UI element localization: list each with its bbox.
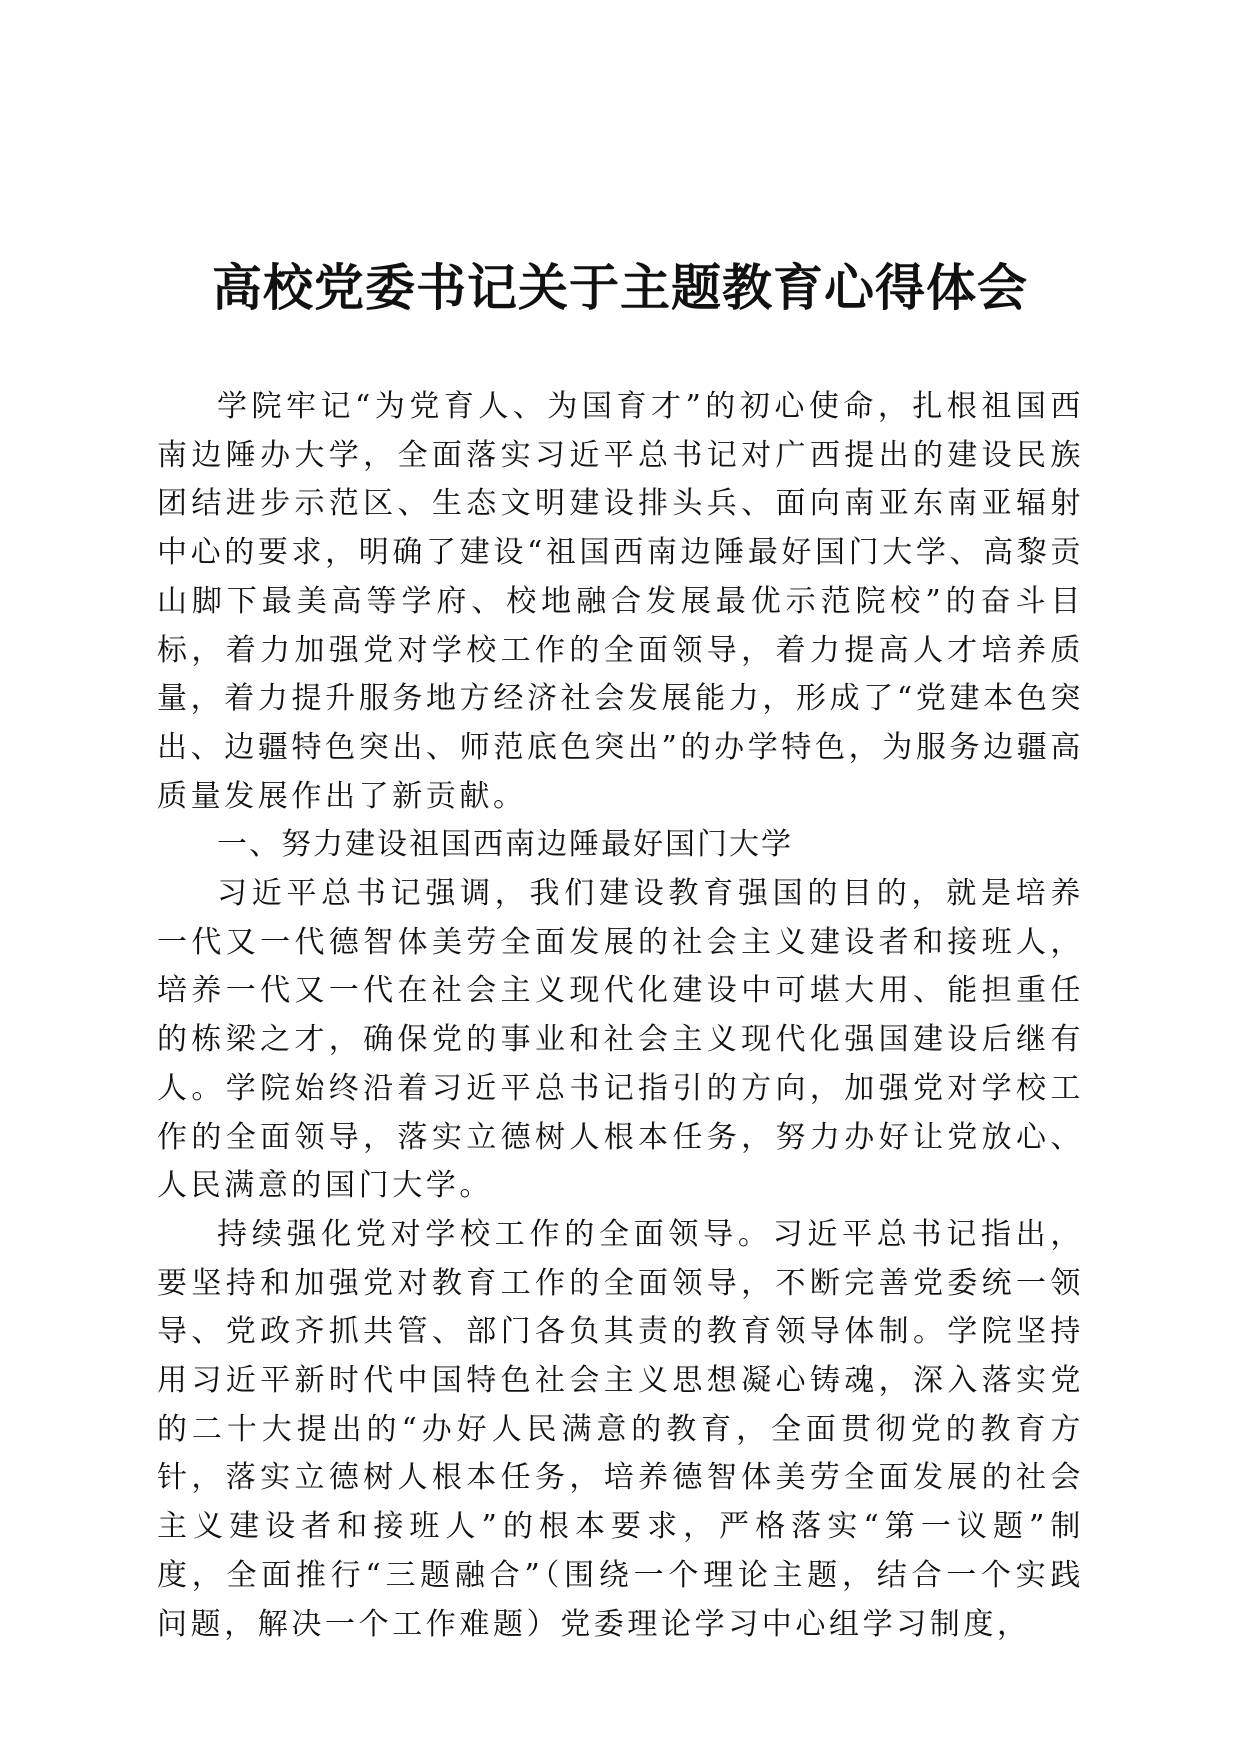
- document-body: [157, 383, 1084, 1649]
- section-1-paragraph-2: 持续强化党对学校工作的全面领导。习近平总书记指出，要坚持和加强党对教育工作的全面领导，不断完善党委统一领导、党政齐抓共管、部门各负其责的教育领导体制。学院坚持用习近平新时代中国特色社会主义思想凝心铸魂，深入落实党的二十大提出的“办好人民满意的教育，全面贯彻党的教育方针，落实立德树人根本任务，培养德智体美劳全面发展的社会主义建设者和接班人”的根本要求，严格落实“第一议题”制度，全面推行“三题融合”（围绕一个理论主题，结合一个实践问题，解决一个工作难题）党委理论学习中心组学习制度，: [157, 1216, 1084, 1642]
- document-title: 高校党委书记关于主题教育心得体会: [212, 258, 1028, 317]
- intro-paragraph: 学院牢记“为党育人、为国育才”的初心使命，扎根祖国西南边陲办大学，全面落实习近平总书记对广西提出的建设民族团结进步示范区、生态文明建设排头兵、面向南亚东南亚辐射中心的要求，明确了建设“祖国西南边陲最好国门大学、高黎贡山脚下最美高等学府、校地融合发展最优示范院校”的奋斗目标，着力加强党对学校工作的全面领导，着力提高人才培养质量，着力提升服务地方经济社会发展能力，形成了“党建本色突出、边疆特色突出、师范底色突出”的办学特色，为服务边疆高质量发展作出了新贡献。: [157, 389, 1084, 814]
- section-heading-1: 一、努力建设祖国西南边陲最好国门大学: [217, 827, 793, 863]
- section-1-paragraph-1: 习近平总书记强调，我们建设教育强国的目的，就是培养一代又一代德智体美劳全面发展的社会主义建设者和接班人，培养一代又一代在社会主义现代化建设中可堪大用、能担重任的栋梁之才，确保党的事业和社会主义现代化强国建设后继有人。学院始终沿着习近平总书记指引的方向，加强党对学校工作的全面领导，落实立德树人根本任务，努力办好让党放心、人民满意的国门大学。: [157, 876, 1084, 1204]
